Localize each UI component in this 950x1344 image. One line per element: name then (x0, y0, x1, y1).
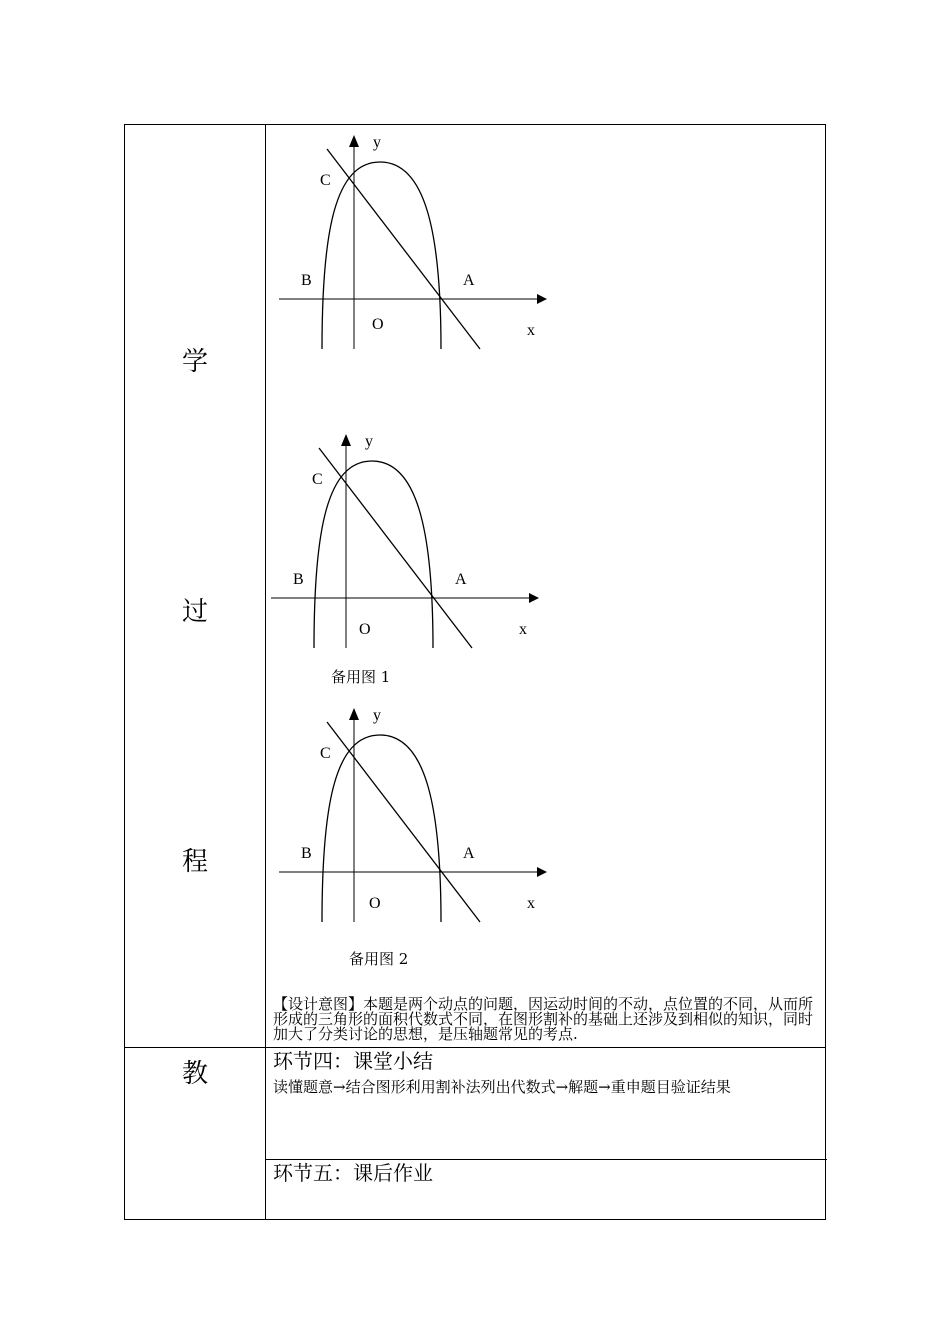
label-o: O (359, 621, 371, 638)
label-y: y (373, 134, 381, 151)
y-axis-arrow (349, 708, 359, 720)
label-a: A (463, 845, 475, 862)
lesson-table (124, 124, 826, 1220)
y-axis-arrow (349, 135, 359, 147)
label-y: y (365, 433, 373, 450)
side-label-jiao: 教 (181, 1059, 208, 1089)
x-axis-arrow (529, 593, 539, 603)
label-o: O (369, 895, 381, 912)
label-x: x (519, 621, 527, 638)
label-b: B (301, 845, 312, 862)
parabola-graph-spare-2 (275, 704, 565, 938)
section-divider (265, 1159, 827, 1160)
label-c: C (312, 471, 323, 488)
parabola-curve (322, 735, 441, 922)
column-divider (265, 125, 266, 1219)
label-y: y (373, 707, 381, 724)
line-ac (319, 448, 472, 648)
section-5-title: 环节五：课后作业 (273, 1161, 433, 1185)
x-axis-arrow (537, 294, 547, 304)
parabola-graph-spare-1 (267, 430, 557, 664)
label-a: A (455, 571, 467, 588)
design-intent-note: 【设计意图】本题是两个动点的问题，因运动时间的不动，点位置的不同，从而所形成的三角形的面积代数式不同，在图形割补的基础上还涉及到相似的知识，同时加大了分类讨论的思想，是压轴题常见的考点. (273, 995, 814, 1043)
side-label-cheng: 程 (181, 847, 208, 877)
label-a: A (463, 272, 475, 289)
line-ac (327, 149, 480, 349)
label-x: x (527, 895, 535, 912)
label-c: C (320, 745, 331, 762)
summary-flow: 读懂题意→结合图形利用割补法列出代数式→解题→重申题目验证结果 (273, 1078, 731, 1096)
x-axis-arrow (537, 867, 547, 877)
y-axis-arrow (341, 434, 351, 446)
label-o: O (372, 316, 384, 333)
label-c: C (320, 172, 331, 189)
parabola-curve (314, 461, 433, 648)
row-divider (125, 1047, 825, 1048)
caption-spare-1: 备用图 1 (331, 668, 391, 686)
label-x: x (527, 322, 535, 339)
line-ac (327, 722, 480, 922)
side-label-guo: 过 (181, 597, 208, 627)
side-label-xue: 学 (181, 347, 208, 377)
label-b: B (293, 571, 304, 588)
parabola-graph-main (275, 131, 565, 365)
label-b: B (301, 272, 312, 289)
section-4-title: 环节四：课堂小结 (273, 1049, 433, 1073)
caption-spare-2: 备用图 2 (349, 950, 409, 968)
